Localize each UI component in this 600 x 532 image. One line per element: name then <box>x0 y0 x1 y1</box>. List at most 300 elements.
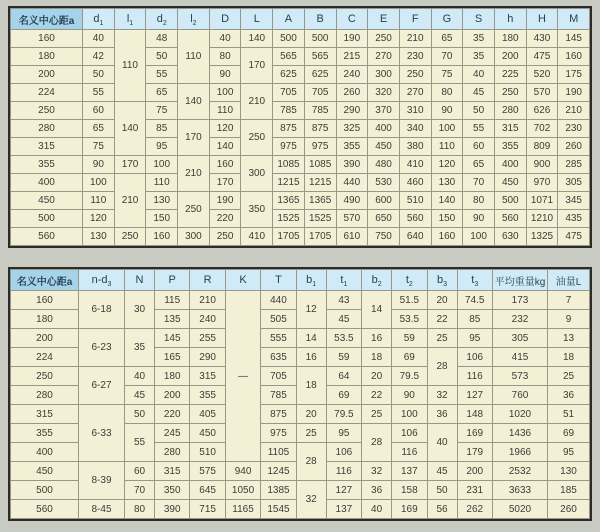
column-header: P <box>155 270 190 291</box>
table-cell: 220 <box>209 210 241 228</box>
table-cell: 1436 <box>493 424 548 443</box>
column-header: $b_1$ <box>296 270 326 291</box>
table-cell: 635 <box>261 348 296 367</box>
table-cell: 51 <box>548 405 590 424</box>
table-cell: 80 <box>125 500 155 519</box>
table-cell: 250 <box>494 84 526 102</box>
table-cell: 450 <box>494 174 526 192</box>
table-cell: 520 <box>526 66 558 84</box>
column-header: $l_1$ <box>114 9 146 30</box>
table-cell: 290 <box>336 102 368 120</box>
table-cell: 80 <box>431 84 463 102</box>
table-cell: 65 <box>83 120 115 138</box>
table-cell: 555 <box>261 329 296 348</box>
table-cell: 85 <box>457 310 492 329</box>
table-cell: 380 <box>399 138 431 156</box>
table-cell: 28 <box>296 443 326 481</box>
table-cell: 160 <box>11 291 79 310</box>
table-cell: 55 <box>83 84 115 102</box>
table-cell: 32 <box>296 481 326 519</box>
table-cell: 200 <box>11 66 83 84</box>
table-cell: 90 <box>209 66 241 84</box>
table-cell: 40 <box>125 367 155 386</box>
column-header: A <box>273 9 305 30</box>
column-header: D <box>209 9 241 30</box>
table-cell: 36 <box>427 405 457 424</box>
table-cell: 410 <box>399 156 431 174</box>
table-cell: 158 <box>392 481 427 500</box>
table-cell: 28 <box>362 424 392 462</box>
table-cell: 40 <box>83 30 115 48</box>
table-row <box>11 156 590 174</box>
table-cell: 130 <box>146 192 178 210</box>
column-header: $l_2$ <box>178 9 210 30</box>
table-cell: 262 <box>457 500 492 519</box>
table-cell: 1215 <box>273 174 305 192</box>
table-row <box>11 102 590 120</box>
table-cell: 14 <box>296 329 326 348</box>
table-cell: 90 <box>463 210 495 228</box>
table-cell: 32 <box>362 462 392 481</box>
table-cell: 22 <box>427 310 457 329</box>
table-cell: 500 <box>273 30 305 48</box>
table-cell: 40 <box>463 66 495 84</box>
table-cell: 1325 <box>526 228 558 246</box>
table-cell: 280 <box>494 102 526 120</box>
table-cell: 255 <box>190 329 225 348</box>
table-cell: 190 <box>558 84 590 102</box>
table-cell: 53.5 <box>326 329 361 348</box>
table-cell: 300 <box>241 156 273 192</box>
table-cell: 1365 <box>273 192 305 210</box>
table-cell: 50 <box>125 405 155 424</box>
table-cell: 137 <box>392 462 427 481</box>
table-cell: 705 <box>273 84 305 102</box>
table-cell: 340 <box>399 120 431 138</box>
table-cell: 430 <box>526 30 558 48</box>
table-cell: 250 <box>11 367 79 386</box>
table-cell: 560 <box>11 228 83 246</box>
table-cell: 565 <box>273 48 305 66</box>
table-cell: 185 <box>548 481 590 500</box>
table-cell: 460 <box>399 174 431 192</box>
table-cell: 40 <box>209 30 241 48</box>
table-cell: 7 <box>548 291 590 310</box>
table-cell: 45 <box>326 310 361 329</box>
table-cell: 160 <box>431 228 463 246</box>
table-cell: 90 <box>83 156 115 174</box>
table-cell: 440 <box>261 291 296 310</box>
table-cell: 120 <box>83 210 115 228</box>
table-cell: 231 <box>457 481 492 500</box>
table-cell: 200 <box>494 48 526 66</box>
table-cell: 22 <box>362 386 392 405</box>
table-cell: 130 <box>548 462 590 481</box>
table-cell: 970 <box>526 174 558 192</box>
table-cell: 60 <box>125 462 155 481</box>
table-cell: 74.5 <box>457 291 492 310</box>
table-cell: 65 <box>146 84 178 102</box>
column-header: M <box>558 9 590 30</box>
table-cell: 60 <box>463 138 495 156</box>
column-header: $d_1$ <box>83 9 115 30</box>
table-cell: 300 <box>178 228 210 246</box>
table-cell: 640 <box>399 228 431 246</box>
table-cell: 190 <box>209 192 241 210</box>
table-cell: 1545 <box>261 500 296 519</box>
table-cell: 45 <box>463 84 495 102</box>
table-cell: 400 <box>494 156 526 174</box>
table-cell: 180 <box>155 367 190 386</box>
table-cell: 1050 <box>225 481 260 500</box>
table-cell: 232 <box>493 310 548 329</box>
table-cell: 440 <box>336 174 368 192</box>
table-cell: 100 <box>146 156 178 174</box>
table-cell: 315 <box>494 120 526 138</box>
table-cell: 5020 <box>493 500 548 519</box>
table-cell: 875 <box>304 120 336 138</box>
table-cell: 570 <box>526 84 558 102</box>
table-cell: 95 <box>457 329 492 348</box>
table-row <box>11 120 590 138</box>
table-cell: 140 <box>209 138 241 156</box>
table-row <box>11 291 590 310</box>
table-cell: 150 <box>146 210 178 228</box>
table-cell: 130 <box>83 228 115 246</box>
table-cell: 290 <box>190 348 225 367</box>
table-cell: 12 <box>296 291 326 329</box>
table-cell: 1085 <box>304 156 336 174</box>
table-cell: 35 <box>463 30 495 48</box>
table-cell: 240 <box>190 310 225 329</box>
table-cell: 750 <box>368 228 400 246</box>
column-header: L <box>241 9 273 30</box>
column-header: R <box>190 270 225 291</box>
table-row <box>11 138 590 156</box>
column-header: T <box>261 270 296 291</box>
table-cell: 315 <box>155 462 190 481</box>
table-cell: 115 <box>155 291 190 310</box>
table-cell: 250 <box>399 66 431 84</box>
table-cell: 565 <box>304 48 336 66</box>
table-row <box>11 192 590 210</box>
table-row <box>11 48 590 66</box>
table-cell: 75 <box>431 66 463 84</box>
table-cell: 6-18 <box>79 291 125 329</box>
table-cell: 250 <box>209 228 241 246</box>
table-cell: 875 <box>261 405 296 424</box>
table-cell: 285 <box>558 156 590 174</box>
table-cell: 450 <box>11 192 83 210</box>
table-cell: 14 <box>362 291 392 329</box>
column-header: $t_2$ <box>392 270 427 291</box>
table-cell: 65 <box>431 30 463 48</box>
table-cell: 56 <box>427 500 457 519</box>
table-cell: 130 <box>431 174 463 192</box>
table-cell: 90 <box>431 102 463 120</box>
table-cell: 350 <box>155 481 190 500</box>
table-cell: 6-33 <box>79 405 125 462</box>
table-cell: 80 <box>209 48 241 66</box>
column-header: $d_2$ <box>146 9 178 30</box>
table-cell: 48 <box>146 30 178 48</box>
table-cell: 6-27 <box>79 367 125 405</box>
column-header: 名义中心距a <box>11 270 79 291</box>
table-cell: 1215 <box>304 174 336 192</box>
table-cell: 230 <box>558 120 590 138</box>
table-cell: 140 <box>178 84 210 120</box>
table-cell: 940 <box>225 462 260 481</box>
table-cell: — <box>225 291 260 462</box>
table-cell: 626 <box>526 102 558 120</box>
table-cell: 116 <box>392 443 427 462</box>
table-cell: 65 <box>463 156 495 174</box>
table-cell: 245 <box>155 424 190 443</box>
table-cell: 69 <box>548 424 590 443</box>
table-cell: 325 <box>336 120 368 138</box>
table-cell: 100 <box>209 84 241 102</box>
table-cell: 25 <box>427 329 457 348</box>
table-cell: 80 <box>463 192 495 210</box>
table-cell: 75 <box>146 102 178 120</box>
table-cell: 127 <box>457 386 492 405</box>
upper-dimension-table <box>10 8 590 246</box>
table-cell: 140 <box>241 30 273 48</box>
table-cell: 116 <box>326 462 361 481</box>
table-cell: 315 <box>190 367 225 386</box>
column-header: N <box>125 270 155 291</box>
table-cell: 305 <box>493 329 548 348</box>
table-cell: 116 <box>457 367 492 386</box>
table-cell: 25 <box>296 424 326 443</box>
table-cell: 220 <box>155 405 190 424</box>
table-cell: 1085 <box>273 156 305 174</box>
table-cell: 809 <box>526 138 558 156</box>
table-cell: 475 <box>526 48 558 66</box>
column-header: E <box>368 9 400 30</box>
table-cell: 100 <box>392 405 427 424</box>
table-cell: 85 <box>146 120 178 138</box>
table-cell: 43 <box>326 291 361 310</box>
column-header: $b_3$ <box>427 270 457 291</box>
column-header: 名义中心距a <box>11 9 83 30</box>
table-cell: 180 <box>11 48 83 66</box>
table-cell: 8-45 <box>79 500 125 519</box>
table-cell: 1525 <box>273 210 305 228</box>
table-cell: 55 <box>146 66 178 84</box>
table-cell: 370 <box>368 102 400 120</box>
table-cell: 20 <box>427 291 457 310</box>
table-cell: 70 <box>125 481 155 500</box>
table-cell: 50 <box>83 66 115 84</box>
table-cell: 355 <box>494 138 526 156</box>
table-cell: 350 <box>241 192 273 228</box>
table-cell: 160 <box>558 48 590 66</box>
table-cell: 106 <box>392 424 427 443</box>
table-cell: 480 <box>368 156 400 174</box>
table-cell: 20 <box>296 405 326 424</box>
table-cell: 148 <box>457 405 492 424</box>
table-cell: 560 <box>399 210 431 228</box>
column-header: $b_2$ <box>362 270 392 291</box>
table-cell: 510 <box>190 443 225 462</box>
table-cell: 630 <box>494 228 526 246</box>
table-cell: 575 <box>190 462 225 481</box>
table-cell: 120 <box>431 156 463 174</box>
table-cell: 110 <box>83 192 115 210</box>
table-cell: 64 <box>326 367 361 386</box>
table-cell: 170 <box>241 48 273 84</box>
table-cell: 160 <box>146 228 178 246</box>
table-cell: 16 <box>362 329 392 348</box>
table-cell: 785 <box>261 386 296 405</box>
table-cell: 280 <box>155 443 190 462</box>
table-cell: 760 <box>493 386 548 405</box>
table-cell: 560 <box>494 210 526 228</box>
table-cell: 260 <box>548 500 590 519</box>
table-cell: 59 <box>326 348 361 367</box>
table-cell: 500 <box>494 192 526 210</box>
table-cell: 785 <box>273 102 305 120</box>
table-cell: 145 <box>155 329 190 348</box>
table-cell: 40 <box>427 424 457 462</box>
table-cell: 169 <box>457 424 492 443</box>
table-cell: 2532 <box>493 462 548 481</box>
table-cell: 210 <box>190 291 225 310</box>
column-header: H <box>526 9 558 30</box>
table-cell: 305 <box>558 174 590 192</box>
column-header: h <box>494 9 526 30</box>
column-header: G <box>431 9 463 30</box>
table-cell: 702 <box>526 120 558 138</box>
table-cell: 70 <box>431 48 463 66</box>
table-cell: 230 <box>399 48 431 66</box>
table-cell: 280 <box>11 120 83 138</box>
header-row <box>11 9 590 30</box>
table-cell: 13 <box>548 329 590 348</box>
table-cell: 30 <box>125 291 155 329</box>
table-cell: 1165 <box>225 500 260 519</box>
table-cell: 390 <box>336 156 368 174</box>
table-cell: 345 <box>558 192 590 210</box>
table-cell: 190 <box>336 30 368 48</box>
table-cell: 170 <box>209 174 241 192</box>
table-cell: 75 <box>83 138 115 156</box>
table-cell: 570 <box>336 210 368 228</box>
table-cell: 150 <box>431 210 463 228</box>
table-cell: 400 <box>11 174 83 192</box>
table-cell: 975 <box>304 138 336 156</box>
table-cell: 415 <box>493 348 548 367</box>
table-cell: 42 <box>83 48 115 66</box>
table-cell: 53.5 <box>392 310 427 329</box>
table-cell: 50 <box>146 48 178 66</box>
table-cell: 315 <box>11 405 79 424</box>
table-cell: 400 <box>368 120 400 138</box>
table-cell: 160 <box>209 156 241 174</box>
upper-table-section <box>8 6 592 248</box>
table-cell: 975 <box>273 138 305 156</box>
table-cell: 300 <box>368 66 400 84</box>
table-cell: 35 <box>463 48 495 66</box>
table-cell: 240 <box>336 66 368 84</box>
table-cell: 250 <box>368 30 400 48</box>
column-header: 油量L <box>548 270 590 291</box>
table-cell: 280 <box>11 386 79 405</box>
table-cell: 170 <box>114 156 146 174</box>
table-cell: 210 <box>114 174 146 228</box>
table-cell: 1966 <box>493 443 548 462</box>
table-cell: 59 <box>392 329 427 348</box>
table-cell: 55 <box>125 424 155 462</box>
table-cell: 8-39 <box>79 462 125 500</box>
table-cell: 260 <box>558 138 590 156</box>
table-cell: 25 <box>548 367 590 386</box>
table-cell: 95 <box>548 443 590 462</box>
table-row <box>11 84 590 102</box>
table-cell: 390 <box>155 500 190 519</box>
table-cell: 16 <box>296 348 326 367</box>
table-cell: 500 <box>304 30 336 48</box>
table-cell: 435 <box>558 210 590 228</box>
table-cell: 510 <box>399 192 431 210</box>
table-cell: 1020 <box>493 405 548 424</box>
table-cell: 69 <box>326 386 361 405</box>
table-cell: 505 <box>261 310 296 329</box>
table-cell: 500 <box>11 481 79 500</box>
table-cell: 450 <box>11 462 79 481</box>
table-cell: 560 <box>11 500 79 519</box>
table-cell: 110 <box>178 30 210 84</box>
table-cell: 18 <box>362 348 392 367</box>
table-cell: 18 <box>296 367 326 405</box>
table-cell: 475 <box>558 228 590 246</box>
table-cell: 705 <box>304 84 336 102</box>
table-cell: 110 <box>209 102 241 120</box>
table-cell: 260 <box>336 84 368 102</box>
table-cell: 60 <box>83 102 115 120</box>
table-cell: 210 <box>241 84 273 120</box>
table-cell: 650 <box>368 210 400 228</box>
column-header: F <box>399 9 431 30</box>
table-cell: 490 <box>336 192 368 210</box>
table-cell: 400 <box>11 443 79 462</box>
table-cell: 270 <box>368 48 400 66</box>
table-cell: 200 <box>155 386 190 405</box>
table-cell: 28 <box>427 348 457 386</box>
table-cell: 355 <box>336 138 368 156</box>
table-cell: 95 <box>146 138 178 156</box>
column-header: B <box>304 9 336 30</box>
table-row <box>11 228 590 246</box>
table-cell: 250 <box>178 192 210 228</box>
table-cell: 145 <box>558 30 590 48</box>
table-cell: 355 <box>11 424 79 443</box>
table-cell: 180 <box>11 310 79 329</box>
table-cell: 36 <box>548 386 590 405</box>
table-cell: 900 <box>526 156 558 174</box>
table-cell: 106 <box>326 443 361 462</box>
table-cell: 250 <box>241 120 273 156</box>
table-cell: 600 <box>368 192 400 210</box>
table-cell: 106 <box>457 348 492 367</box>
table-cell: 175 <box>558 66 590 84</box>
lower-table-section <box>8 267 592 521</box>
table-cell: 405 <box>190 405 225 424</box>
table-cell: 355 <box>11 156 83 174</box>
table-cell: 140 <box>114 102 146 156</box>
table-cell: 320 <box>368 84 400 102</box>
